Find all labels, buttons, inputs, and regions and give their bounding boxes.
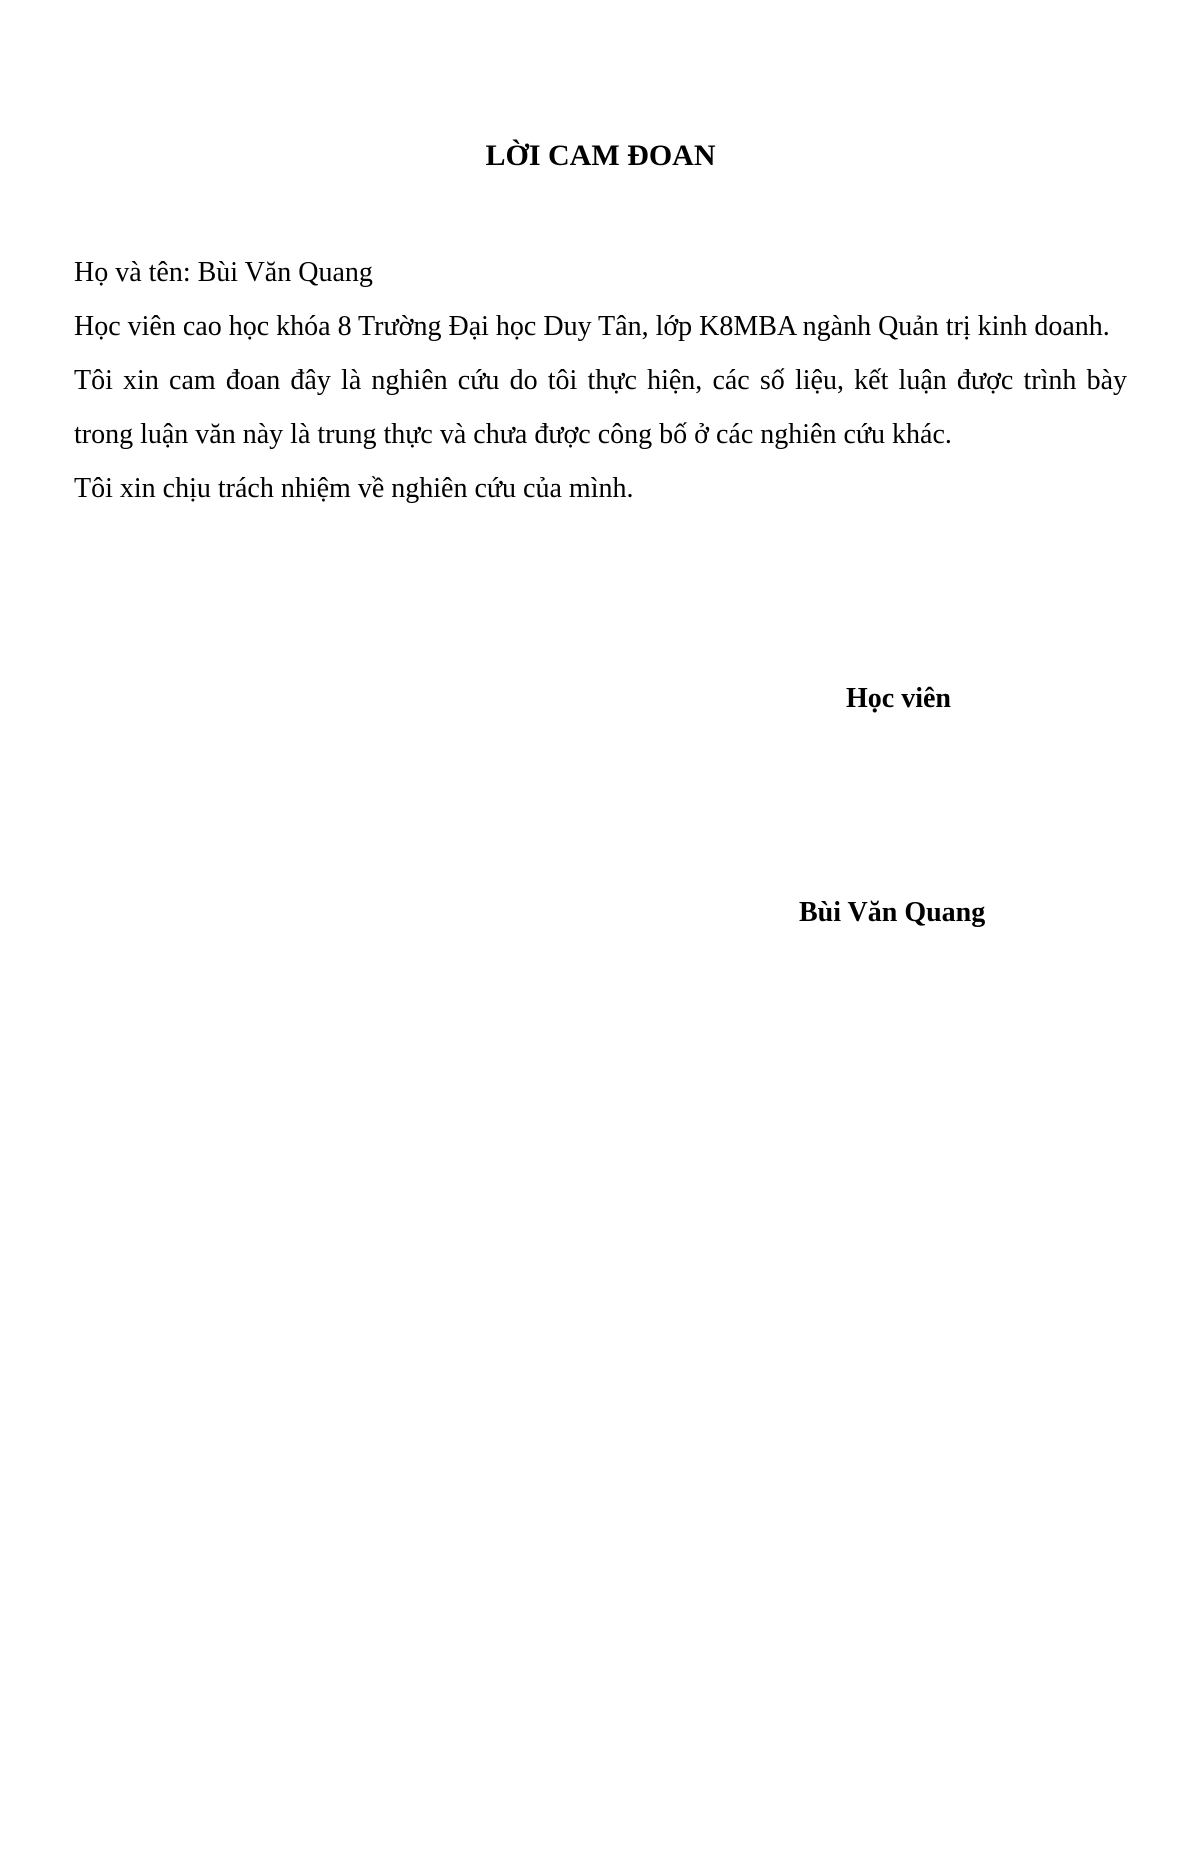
author-name-line: Họ và tên: Bùi Văn Quang [74, 257, 373, 288]
student-info-paragraph: Học viên cao học khóa 8 Trường Đại học Duy Tân, lớp K8MBA ngành Quản trị kinh doanh. [74, 311, 1110, 342]
declaration-paragraph: Tôi xin cam đoan đây là nghiên cứu do tôi thực hiện, các số liệu, kết luận được trình bày trong luận văn này là trung thực và chưa được công bố ở các nghiên cứu khác. [74, 365, 1127, 450]
signature-role: Học viên [846, 683, 951, 714]
page-title: LỜI CAM ĐOAN [485, 139, 716, 172]
signature-name: Bùi Văn Quang [799, 897, 986, 928]
declaration-body [74, 246, 1127, 516]
responsibility-paragraph: Tôi xin chịu trách nhiệm về nghiên cứu của mình. [74, 473, 634, 504]
